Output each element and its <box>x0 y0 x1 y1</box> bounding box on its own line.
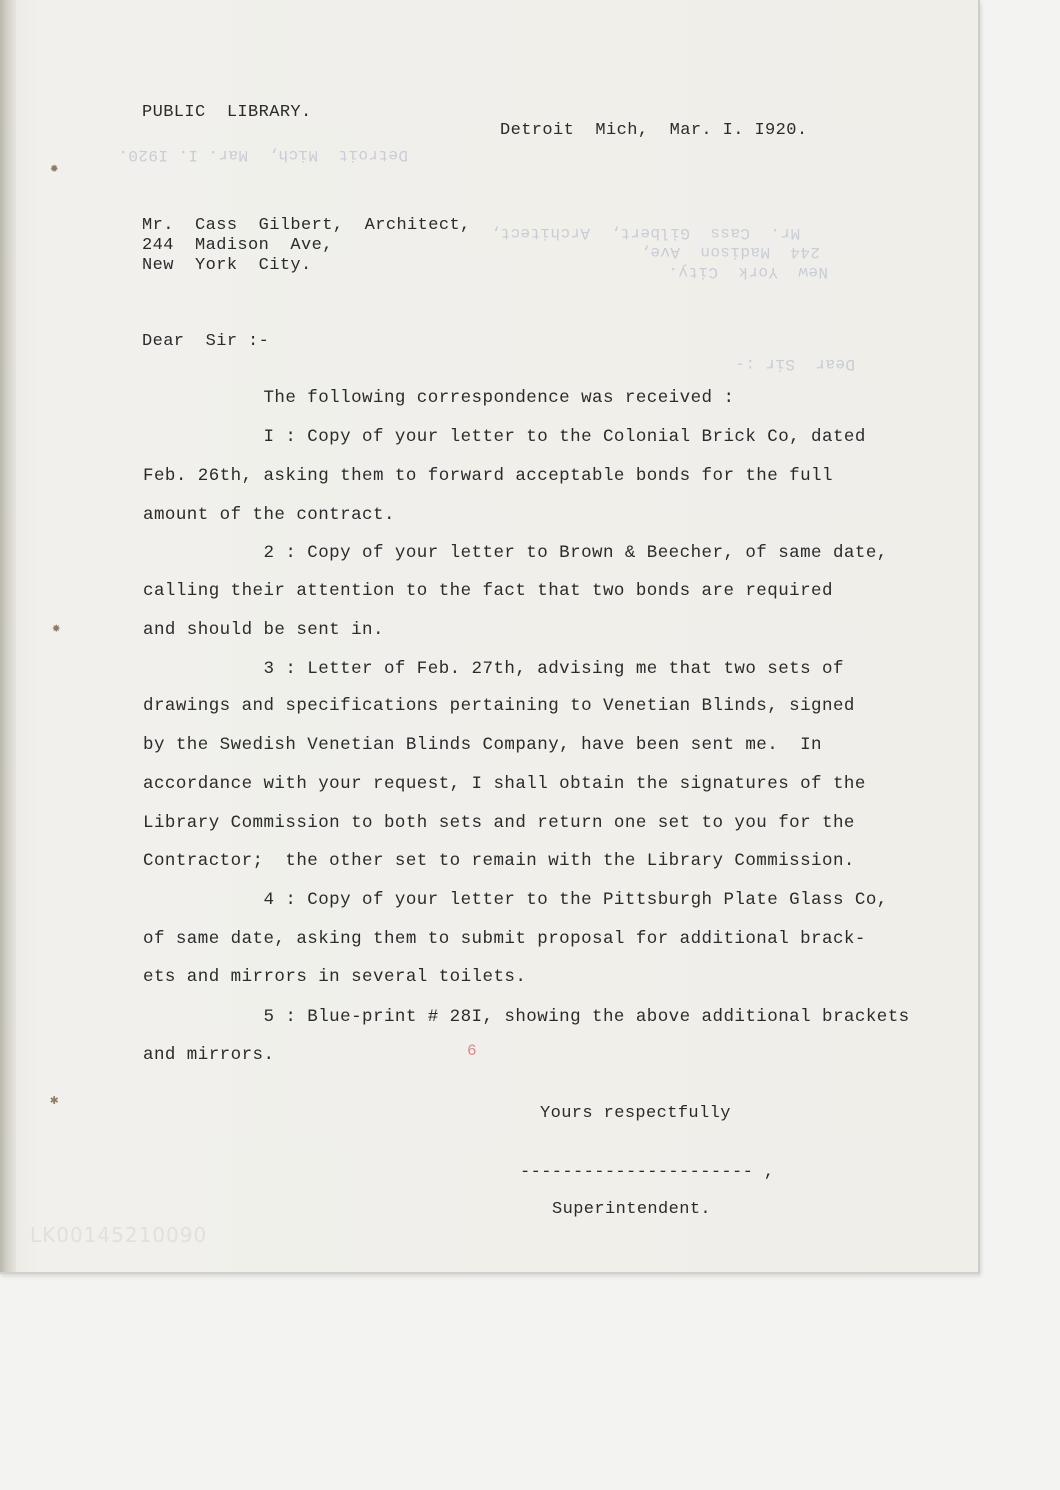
body-line: Library Commission to both sets and return one set to you for the <box>143 813 855 833</box>
body-line: 3 : Letter of Feb. 27th, advising me that two sets of <box>143 659 844 679</box>
archive-number: LK00145210090 <box>30 1223 208 1247</box>
body-line: 4 : Copy of your letter to the Pittsburgh Plate Glass Co, <box>143 890 888 910</box>
ghost-dateline: Detroit Mich, Mar. I. I920. <box>118 146 409 164</box>
signatory: Superintendent. <box>552 1200 712 1219</box>
dateline: Detroit Mich, Mar. I. I920. <box>500 121 808 140</box>
recipient-line1: Mr. Cass Gilbert, Architect, <box>142 216 471 235</box>
body-line: 2 : Copy of your letter to Brown & Beecher, of same date, <box>143 543 888 563</box>
body-line: of same date, asking them to submit proposal for additional brack- <box>143 929 866 949</box>
signature-line: ---------------------- , <box>520 1163 775 1182</box>
ghost-recipient-line1: Mr. Cass Gilbert, Architect, <box>490 224 801 242</box>
body-line: amount of the contract. <box>143 505 395 525</box>
ghost-recipient-line2: 244 Madison Ave, <box>640 243 821 261</box>
body-line: Contractor; the other set to remain with the Library Commission. <box>143 851 855 871</box>
body-line: 5 : Blue-print # 28I, showing the above additional brackets <box>143 1007 910 1027</box>
body-line: I : Copy of your letter to the Colonial Brick Co, dated <box>143 427 866 447</box>
ghost-salutation: Dear Sir :- <box>735 355 856 373</box>
body-line: calling their attention to the fact that two bonds are required <box>143 581 833 601</box>
letterhead: PUBLIC LIBRARY. <box>142 103 312 122</box>
salutation: Dear Sir :- <box>142 332 270 351</box>
body-line: and should be sent in. <box>143 620 384 640</box>
marginal-mark: 6 <box>467 1042 477 1060</box>
paper-blemish: ✱ <box>50 1093 59 1109</box>
paper-blemish: ✹ <box>50 161 59 177</box>
recipient-line3: New York City. <box>142 256 312 275</box>
body-line: and mirrors. <box>143 1045 275 1065</box>
body-line: accordance with your request, I shall obtain the signatures of the <box>143 774 866 794</box>
paper-blemish: ✸ <box>52 621 61 637</box>
binding-edge <box>0 0 16 1272</box>
ghost-recipient-line3: New York City. <box>668 263 829 281</box>
body-line: by the Swedish Venetian Blinds Company, have been sent me. In <box>143 735 823 755</box>
body-line: ets and mirrors in several toilets. <box>143 967 527 987</box>
body-line: Feb. 26th, asking them to forward acceptable bonds for the full <box>143 466 833 486</box>
body-line: The following correspondence was received : <box>143 388 735 408</box>
closing: Yours respectfully <box>540 1104 731 1123</box>
recipient-line2: 244 Madison Ave, <box>142 236 333 255</box>
body-line: drawings and specifications pertaining to Venetian Blinds, signed <box>143 696 855 716</box>
